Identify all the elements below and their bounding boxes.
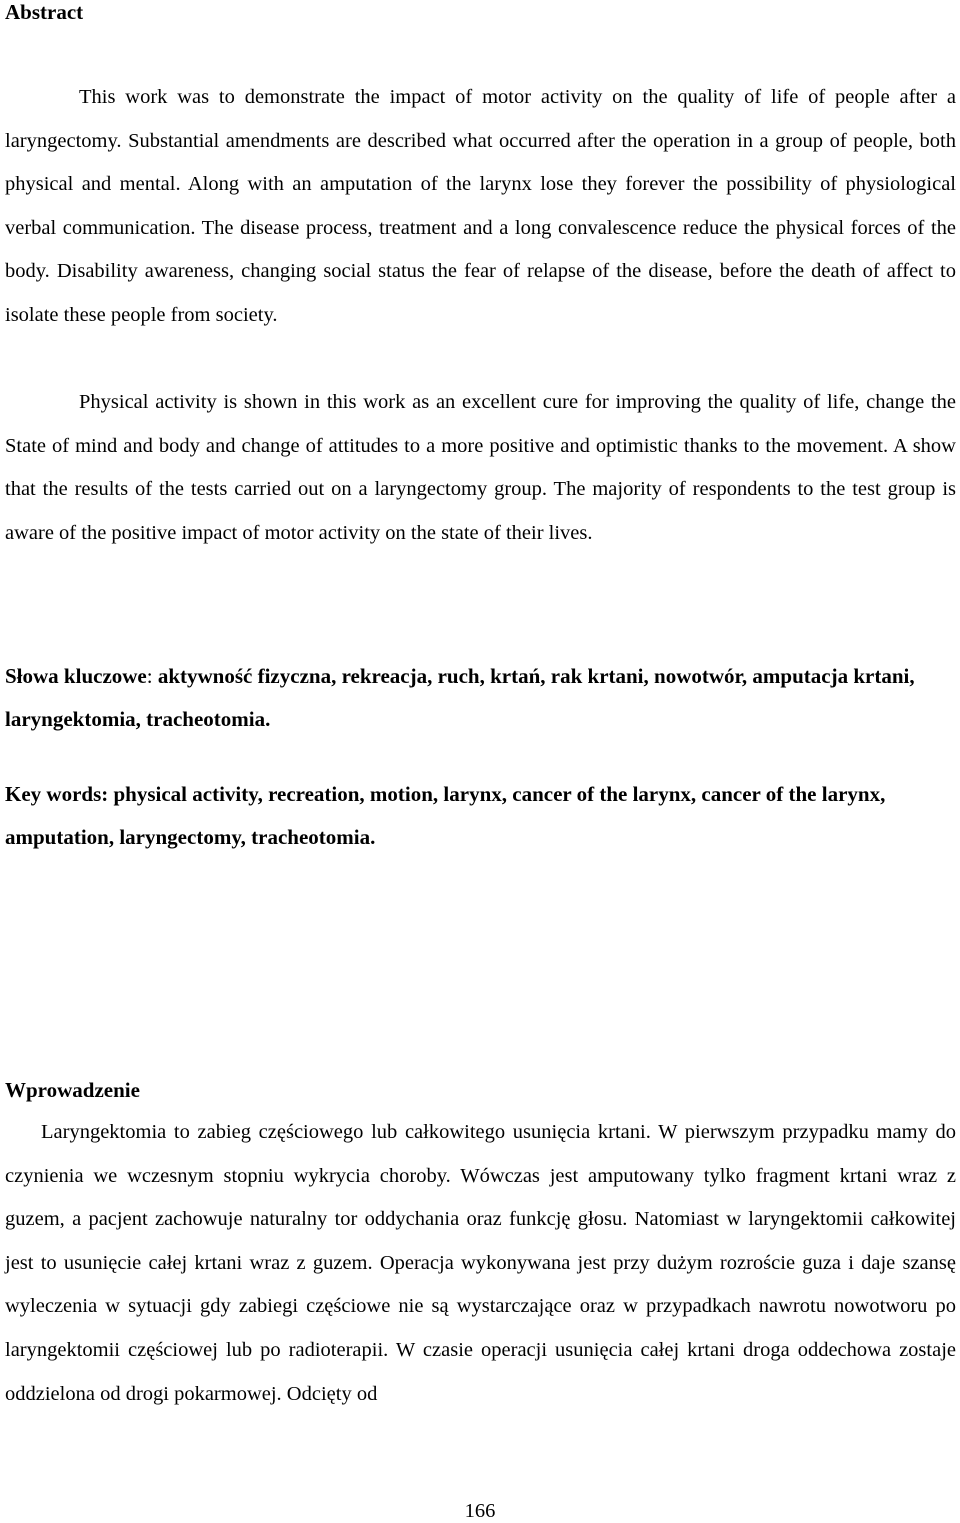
keywords-english: Key words: physical activity, recreation, motion, larynx, cancer of the larynx, cancer of the larynx, amputation, laryngectomy, tracheotomia. [5,782,886,849]
keywords-polish [5,655,956,741]
introduction-paragraph-1: Laryngektomia to zabieg częściowego lub całkowitego usunięcia krtani. W pierwszym przypadku mamy do czynienia we wczesnym stopniu wykrycia choroby. Wówczas jest amputowany tylko fragment krtani wraz z guzem, a pacjent zachowuje naturalny tor oddychania oraz funkcję głosu. Natomiast w laryngektomii całkowitej jest to usunięcie całej krtani wraz z guzem. Operacja wykonywana jest przy dużym rozroście guza i daje szansę wyleczenia w sytuacji gdy zabiegi częściowe nie są wystarczające oraz w przypadkach nawrotu nowotworu po laryngektomii częściowej lub po radioterapii. W czasie operacji usunięcia całej krtani droga oddechowa zostaje oddzielona od drogi pokarmowej. Odcięty od [5,1121,956,1405]
keywords-polish-text: aktywność fizyczna, rekreacja, ruch, krtań, rak krtani, nowotwór, amputacja krtani, laryngektomia, tracheotomia. [5,664,915,731]
page-number: 166 [464,1500,496,1522]
keywords-polish-separator: : [146,664,153,688]
keywords-polish-label: Słowa kluczowe [5,664,147,688]
abstract-paragraph-1: This work was to demonstrate the impact of motor activity on the quality of life of people after a laryngectomy. Substantial amendments are described what occurred after the operation in a group of people, both physical and mental. Along with an amputation of the larynx lose they forever the possibility of physiological verbal communication. The disease process, treatment and a long convalescence reduce the physical forces of the body. Disability awareness, changing social status the fear of relapse of the disease, before the death of affect to isolate these people from society. [5,86,956,326]
abstract-heading: Abstract [5,0,84,24]
abstract-paragraph-2: Physical activity is shown in this work as an excellent cure for improving the quality of life, change the State of mind and body and change of attitudes to a more positive and optimistic thanks to the movement. A show that the results of the tests carried out on a laryngectomy group. The majority of respondents to the test group is aware of the positive impact of motor activity on the state of their lives. [5,391,956,544]
introduction-heading: Wprowadzenie [5,1078,140,1102]
